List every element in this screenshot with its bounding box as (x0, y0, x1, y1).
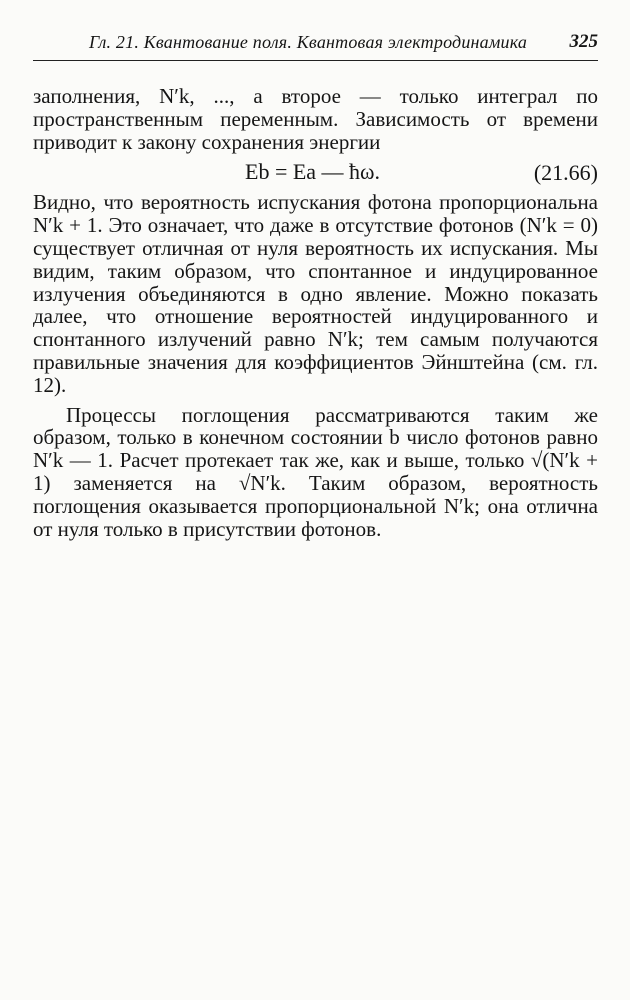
paragraph-2: Видно, что вероятность испускания фотона пропорциональна N′k + 1. Это означает, что даже в отсутствие фотонов (N′k = 0) существует отличная от нуля вероятность их испускания. Мы видим, таким образом, что спонтанное и индуцированное излучения объединяются в одно явление. Можно показать далее, что отношение вероятностей индуцированного и спонтанного излучений равно N′k; тем самым получаются правильные значения для коэффициентов Эйнштейна (см. гл. 12). (33, 190, 598, 397)
running-title: Гл. 21. Квантование поля. Квантовая электродинамика (89, 32, 528, 52)
equation: Eb = Ea — ħω. (245, 159, 381, 185)
equation-row (33, 157, 598, 188)
paragraph-1: заполнения, N′k, ..., а второе — только интеграл по пространственным переменным. Зависимость от времени приводит к закону сохранения энергии (33, 84, 598, 154)
page-header (33, 30, 598, 61)
main-text (33, 85, 598, 540)
page-number: 325 (569, 31, 598, 52)
equation-number: (21.66) (533, 160, 598, 186)
paragraph-3: Процессы поглощения рассматриваются таким же образом, только в конечном состоянии b число фотонов равно N′k — 1. Расчет протекает так же, как и выше, только √(N′k + 1) заменяется на √N′k. Таким образом, вероятность поглощения оказывается пропорциональной N′k; она отлична от нуля только в присутствии фотонов. (33, 402, 598, 541)
